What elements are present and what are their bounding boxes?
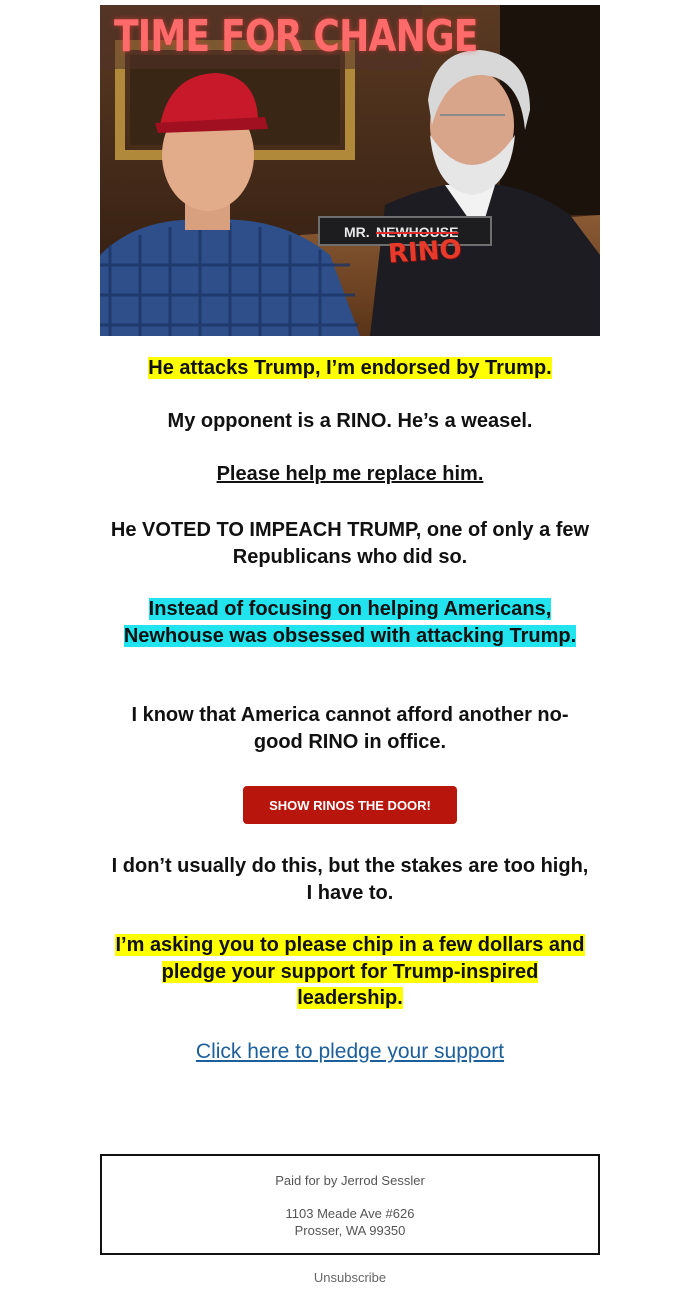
- nameplate-prefix: MR.: [344, 224, 370, 240]
- unsubscribe-link[interactable]: Unsubscribe: [313, 1270, 387, 1285]
- nameplate-name: NEWHOUSE: [376, 224, 459, 240]
- hero-title: TIME FOR CHANGE: [114, 11, 478, 62]
- underlined-text: Please help me replace him.: [216, 463, 484, 485]
- pledge-support-link[interactable]: Click here to pledge your support: [195, 1040, 505, 1063]
- message-line-4: He VOTED TO IMPEACH TRUMP, one of only a few Republicans who did so.: [110, 519, 590, 568]
- message-line-6: I know that America cannot afford another no-good RINO in office.: [131, 704, 569, 753]
- message-line-1: [110, 355, 590, 382]
- show-rinos-the-door-button[interactable]: SHOW RINOS THE DOOR!: [243, 786, 457, 824]
- rino-overlay-label: RINO: [387, 234, 463, 270]
- address-line-2: Prosser, WA 99350: [294, 1223, 406, 1238]
- paid-for-text: Paid for by Jerrod Sessler: [275, 1173, 425, 1188]
- message-line-8: [110, 932, 590, 1012]
- highlighted-text: I’m asking you to please chip in a few dollars and pledge your support for Trump-inspired leadership.: [115, 934, 585, 1009]
- message-line-5: [110, 596, 590, 649]
- message-line-3: [110, 461, 590, 488]
- footer-disclaimer-box: [100, 1154, 600, 1255]
- message-line-7: I don’t usually do this, but the stakes are too high, I have to.: [111, 855, 589, 904]
- hero-title-banner: [100, 5, 478, 69]
- message-line-2: My opponent is a RINO. He’s a weasel.: [167, 410, 533, 432]
- hero-image: [100, 5, 600, 336]
- address-line-1: 1103 Meade Ave #626: [285, 1206, 415, 1221]
- highlighted-text: Instead of focusing on helping Americans, Newhouse was obsessed with attacking Trump.: [123, 598, 577, 647]
- highlighted-text: He attacks Trump, I’m endorsed by Trump.: [148, 357, 552, 379]
